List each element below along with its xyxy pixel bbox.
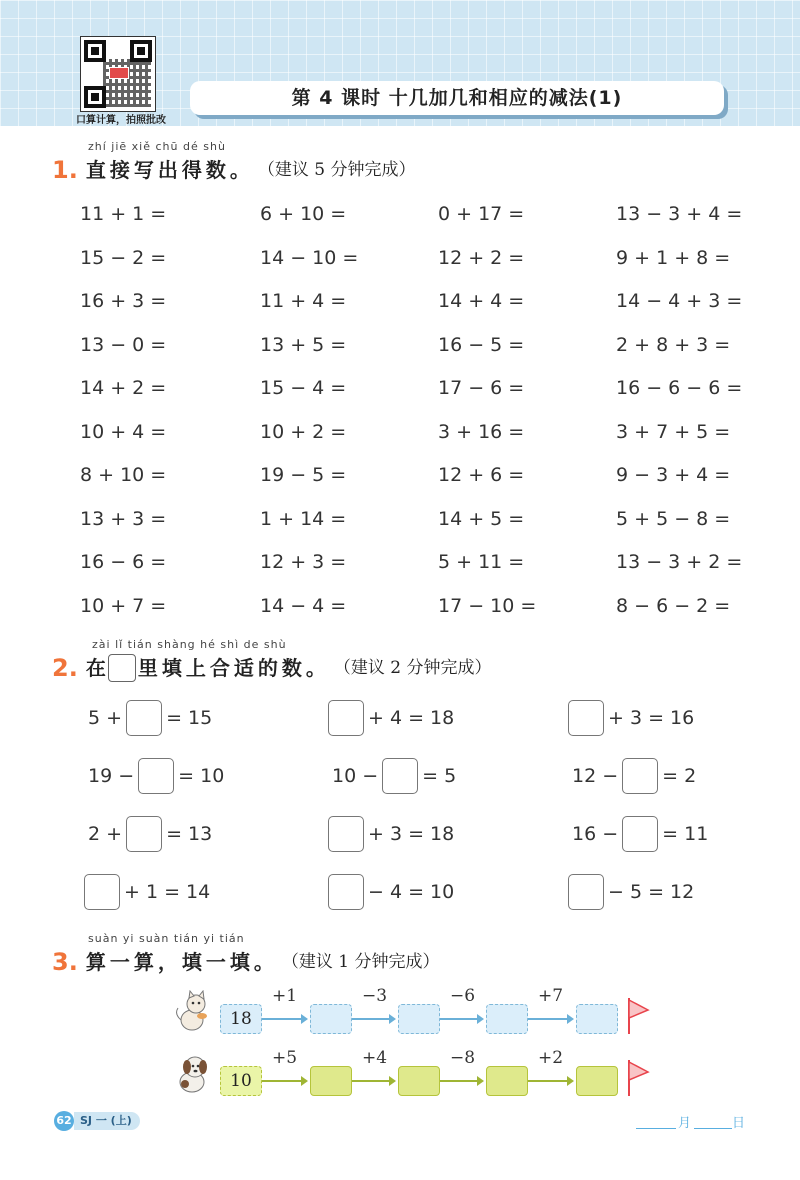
arrow-right-icon: [528, 1080, 572, 1082]
equation-suffix: + 3 = 18: [368, 823, 455, 845]
calc-problem[interactable]: 14 − 4 =: [260, 594, 347, 617]
calc-problem[interactable]: 16 − 6 =: [80, 551, 167, 573]
series-label: SJ 一 (上): [74, 1112, 140, 1130]
blank-box-icon: [108, 654, 136, 682]
section1-title: 直接写出得数。: [85, 158, 254, 182]
section1-pinyin: zhí jiē xiě chū dé shù: [88, 140, 226, 153]
calc-problem[interactable]: 15 − 4 =: [260, 377, 347, 399]
answer-box[interactable]: [568, 874, 604, 910]
chain-answer-box[interactable]: [576, 1004, 618, 1034]
chain-operation: +5: [272, 1048, 298, 1068]
equation-suffix: + 3 = 16: [608, 707, 695, 729]
calc-problem[interactable]: 12 + 6 =: [438, 464, 525, 486]
section1-heading: [52, 155, 415, 185]
equation-suffix: = 11: [662, 823, 709, 845]
section3-title: 算一算，填一填。: [85, 950, 278, 974]
calc-chain: [172, 1048, 652, 1102]
fill-blank-problem: [328, 816, 458, 852]
header-banner: [0, 0, 800, 126]
fill-blank-problem: [84, 758, 228, 794]
flag-icon: [626, 996, 650, 1036]
equation-prefix: 19 −: [88, 765, 135, 787]
calc-problem[interactable]: 19 − 5 =: [260, 464, 347, 486]
fill-blank-problem: [568, 874, 698, 910]
chain-answer-box[interactable]: [310, 1004, 352, 1034]
chain-operation: +4: [362, 1048, 388, 1068]
fill-blank-problem: [568, 758, 700, 794]
cat-icon: [172, 990, 212, 1034]
fill-blank-problem: [84, 874, 214, 910]
fill-blank-problem: [84, 700, 216, 736]
section2-number: 2.: [52, 654, 78, 682]
chain-answer-box[interactable]: [398, 1066, 440, 1096]
calc-problem[interactable]: 13 − 3 + 4 =: [616, 203, 743, 225]
answer-box[interactable]: [126, 700, 162, 736]
equation-suffix: − 4 = 10: [368, 881, 455, 903]
fill-blank-problem: [568, 700, 698, 736]
equation-suffix: = 15: [166, 707, 213, 729]
section2-title-after: 里填上合适的数。: [137, 656, 330, 680]
fill-blank-problem: [84, 816, 216, 852]
calc-problem[interactable]: 17 − 6 =: [438, 377, 525, 399]
equation-suffix: = 10: [178, 765, 225, 787]
answer-box[interactable]: [328, 874, 364, 910]
qr-caption: 口算计算，拍照批改: [76, 115, 166, 126]
calc-problem[interactable]: 16 − 5 =: [438, 333, 525, 356]
calc-problem[interactable]: 10 + 7 =: [80, 594, 167, 617]
page-number: 62: [54, 1111, 74, 1131]
calc-problem[interactable]: 13 + 3 =: [80, 507, 167, 530]
calc-problem[interactable]: 2 + 8 + 3 =: [616, 333, 731, 356]
equation-suffix: = 2: [662, 765, 697, 787]
answer-box[interactable]: [382, 758, 418, 794]
calc-problem[interactable]: 8 − 6 − 2 =: [616, 594, 731, 617]
answer-box[interactable]: [568, 700, 604, 736]
arrow-right-icon: [440, 1018, 482, 1020]
calc-problem[interactable]: 8 + 10 =: [80, 464, 167, 486]
chain-answer-box[interactable]: [486, 1066, 528, 1096]
calc-problem[interactable]: 5 + 11 =: [438, 551, 525, 573]
chain-operation: +2: [538, 1048, 564, 1068]
chain-start-value: 18: [220, 1004, 262, 1034]
calc-problem[interactable]: 10 + 2 =: [260, 420, 347, 443]
section2-title-before: 在: [85, 656, 106, 680]
calc-problem[interactable]: 13 − 0 =: [80, 333, 167, 356]
equation-prefix: 12 −: [572, 765, 619, 787]
calc-problem[interactable]: 14 + 2 =: [80, 377, 167, 399]
calc-problem[interactable]: 14 + 5 =: [438, 507, 525, 530]
fill-blank-problem: [568, 816, 712, 852]
arrow-right-icon: [352, 1080, 394, 1082]
chain-operation: +1: [272, 986, 298, 1006]
chain-start-value: 10: [220, 1066, 262, 1096]
dog-icon: [172, 1052, 212, 1096]
calc-problem[interactable]: 14 − 10 =: [260, 246, 359, 269]
chain-operation: −8: [450, 1048, 476, 1068]
month-line[interactable]: [636, 1128, 676, 1129]
calc-problem[interactable]: 16 + 3 =: [80, 290, 167, 312]
equation-prefix: 10 −: [332, 765, 379, 787]
fill-blank-problem: [328, 700, 458, 736]
chain-operation: +7: [538, 986, 564, 1006]
flag-icon: [626, 1058, 650, 1098]
calc-problem[interactable]: 1 + 14 =: [260, 507, 347, 530]
answer-box[interactable]: [138, 758, 174, 794]
arrow-right-icon: [528, 1018, 572, 1020]
calc-problem[interactable]: 5 + 5 − 8 =: [616, 507, 731, 530]
equation-prefix: 2 +: [88, 823, 123, 845]
chain-answer-box[interactable]: [486, 1004, 528, 1034]
calc-problem[interactable]: 12 + 2 =: [438, 246, 525, 269]
answer-box[interactable]: [622, 816, 658, 852]
section2-note: （建议 2 分钟完成）: [333, 658, 492, 678]
day-line[interactable]: [694, 1128, 732, 1129]
calc-problem[interactable]: 15 − 2 =: [80, 246, 167, 269]
calc-problem[interactable]: 3 + 7 + 5 =: [616, 420, 731, 443]
answer-box[interactable]: [328, 700, 364, 736]
equation-suffix: − 5 = 12: [608, 881, 695, 903]
day-label: 日: [732, 1116, 746, 1131]
chain-operation: −3: [362, 986, 388, 1006]
calc-problem[interactable]: 13 − 3 + 2 =: [616, 551, 743, 573]
calc-problem[interactable]: 12 + 3 =: [260, 551, 347, 573]
section1-number: 1.: [52, 156, 78, 184]
calc-problem[interactable]: 3 + 16 =: [438, 420, 525, 443]
chain-answer-box[interactable]: [576, 1066, 618, 1096]
answer-box[interactable]: [622, 758, 658, 794]
answer-box[interactable]: [328, 816, 364, 852]
arrow-right-icon: [262, 1018, 306, 1020]
section3-heading: [52, 947, 439, 977]
qr-code-icon[interactable]: [80, 36, 156, 112]
calc-problem[interactable]: 16 − 6 − 6 =: [616, 377, 743, 399]
section3-number: 3.: [52, 948, 78, 976]
equation-suffix: + 1 = 14: [124, 881, 211, 903]
calc-chain: [172, 986, 652, 1040]
calc-problem[interactable]: 14 + 4 =: [438, 290, 525, 312]
section2-pinyin: zài lǐ tián shàng hé shì de shù: [92, 638, 287, 651]
answer-box[interactable]: [126, 816, 162, 852]
equation-suffix: + 4 = 18: [368, 707, 455, 729]
calc-problem[interactable]: 17 − 10 =: [438, 594, 537, 617]
equation-prefix: 16 −: [572, 823, 619, 845]
month-label: 月: [678, 1116, 692, 1131]
arrow-right-icon: [440, 1080, 482, 1082]
lesson-title: 第 4 课时 十几加几和相应的减法(1): [190, 81, 724, 115]
section1-note: （建议 5 分钟完成）: [257, 160, 416, 180]
arrow-right-icon: [262, 1080, 306, 1082]
fill-blank-problem: [328, 874, 458, 910]
section3-pinyin: suàn yi suàn tián yi tián: [88, 932, 245, 945]
calc-problem[interactable]: 11 + 1 =: [80, 203, 167, 225]
calc-problem[interactable]: 0 + 17 =: [438, 203, 525, 225]
answer-box[interactable]: [84, 874, 120, 910]
section2-heading: [52, 653, 491, 683]
calc-problem[interactable]: 9 − 3 + 4 =: [616, 464, 731, 486]
calc-problem[interactable]: 11 + 4 =: [260, 290, 347, 312]
calc-problem[interactable]: 6 + 10 =: [260, 203, 347, 225]
equation-suffix: = 13: [166, 823, 213, 845]
fill-blank-problem: [328, 758, 460, 794]
calc-problem[interactable]: 13 + 5 =: [260, 333, 347, 356]
section3-note: （建议 1 分钟完成）: [281, 952, 440, 972]
equation-prefix: 5 +: [88, 707, 123, 729]
calc-problem[interactable]: 14 − 4 + 3 =: [616, 290, 743, 312]
calc-problem[interactable]: 10 + 4 =: [80, 420, 167, 443]
calc-problem[interactable]: 9 + 1 + 8 =: [616, 246, 731, 269]
equation-suffix: = 5: [422, 765, 457, 787]
chain-operation: −6: [450, 986, 476, 1006]
arrow-right-icon: [352, 1018, 394, 1020]
chain-answer-box[interactable]: [310, 1066, 352, 1096]
chain-answer-box[interactable]: [398, 1004, 440, 1034]
